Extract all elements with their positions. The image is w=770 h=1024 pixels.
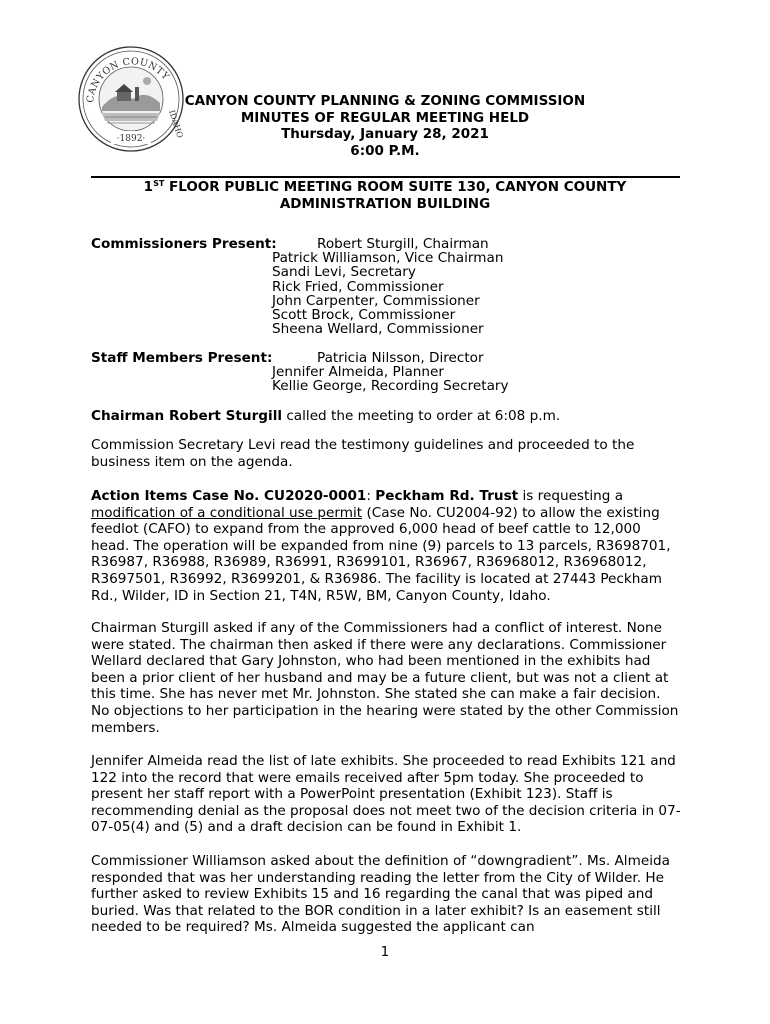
- meeting-header: [90, 93, 680, 159]
- guidelines-paragraph: Commission Secretary Levi read the testimony guidelines and proceeded to the business item on the agenda.: [91, 437, 635, 470]
- commissioner-item: Sandi Levi, Secretary: [272, 264, 416, 281]
- commissioners-label: Commissioners Present:: [91, 236, 277, 252]
- commissioner-item: Robert Sturgill, Chairman: [317, 236, 489, 252]
- permit-modification-text: modification of a conditional use permit: [91, 504, 363, 521]
- header-divider: [91, 176, 680, 178]
- case-number: Action Items Case No. CU2020-0001: [91, 488, 367, 504]
- staff-label: Staff Members Present:: [91, 350, 273, 366]
- staff-item: Jennifer Almeida, Planner: [272, 364, 444, 381]
- meeting-time: 6:00 P.M.: [350, 142, 420, 159]
- seal-name: CANYON COUNTY: [84, 56, 172, 104]
- applicant-name: Peckham Rd. Trust: [375, 488, 519, 504]
- call-to-order-paragraph: Chairman Robert Sturgill called the meeting to order at 6:08 p.m.: [91, 408, 561, 424]
- commissioner-item: Scott Brock, Commissioner: [272, 307, 456, 324]
- staff-item: Patricia Nilsson, Director: [317, 350, 484, 366]
- commissioner-item: John Carpenter, Commissioner: [272, 292, 480, 309]
- commissioner-item: Sheena Wellard, Commissioner: [272, 321, 484, 338]
- conflict-paragraph: Chairman Sturgill asked if any of the Commissioners had a conflict of interest. None were stated. The chairman then asked if there were any declarations. Commissioner Wellard declared that Gary Johnston, who had been mentioned in the exhibits had been a prior client of her husband and may be a future client, but was not a client at this time. She has never met Mr. Johnston. She stated she can make a fair decision. No objections to her participation in the hearing were stated by the other Commission members.: [91, 620, 679, 736]
- location-line-1: 1ST FLOOR PUBLIC MEETING ROOM SUITE 130, CANYON COUNTY: [143, 179, 627, 195]
- meeting-location: [90, 179, 680, 212]
- downgradient-paragraph: Commissioner Williamson asked about the definition of “downgradient”. Ms. Almeida responded that was her understanding reading the letter from the City of Wilder. He further asked to review Exhibits 15 and 16 regarding the canal that was piped and buried. Was that related to the BOR condition in a later exhibit? Is an easement still needed to be required? Ms. Almeida suggested the applicant can: [91, 853, 670, 936]
- commissioners-list: [272, 237, 503, 336]
- minutes-title: MINUTES OF REGULAR MEETING HELD: [240, 109, 530, 126]
- staff-item: Kellie George, Recording Secretary: [272, 378, 509, 395]
- meeting-date: Thursday, January 28, 2021: [281, 126, 489, 142]
- seal-state: IDAHO: [167, 108, 185, 140]
- staff-list: [272, 351, 509, 394]
- page-number: 1: [380, 944, 390, 960]
- commissioner-item: Patrick Williamson, Vice Chairman: [272, 250, 504, 267]
- seal-year: ·1892·: [116, 134, 146, 144]
- location-line-2: ADMINISTRATION BUILDING: [279, 195, 491, 212]
- exhibits-paragraph: Jennifer Almeida read the list of late exhibits. She proceeded to read Exhibits 121 and 122 into the record that were emails received after 5pm today. She proceeded to present her staff report with a PowerPoint presentation (Exhibit 123). Staff is recommending denial as the proposal does not meet two of the decision criteria in 07-07-05(4) and (5) and a draft decision can be found in Exhibit 1.: [91, 753, 681, 836]
- commission-title: CANYON COUNTY PLANNING & ZONING COMMISSION: [184, 93, 586, 109]
- commissioner-item: Rick Fried, Commissioner: [272, 278, 444, 295]
- action-item-paragraph: Action Items Case No. CU2020-0001: Peckham Rd. Trust is requesting a modification of a conditional use permit (Case No. CU2004-92) to allow the existing feedlot (CAFO) to expand from the approved 6,000 head of beef cattle to 12,000 head. The operation will be expanded from nine (9) parcels to 13 parcels, R3698701, R36987, R36988, R36989, R36991, R3699101, R36967, R36968012, R36968012, R3697501, R36992, R3699201, & R36986. The facility is located at 27443 Peckham Rd., Wilder, ID in Section 21, T4N, R5W, BM, Canyon County, Idaho.: [91, 488, 671, 604]
